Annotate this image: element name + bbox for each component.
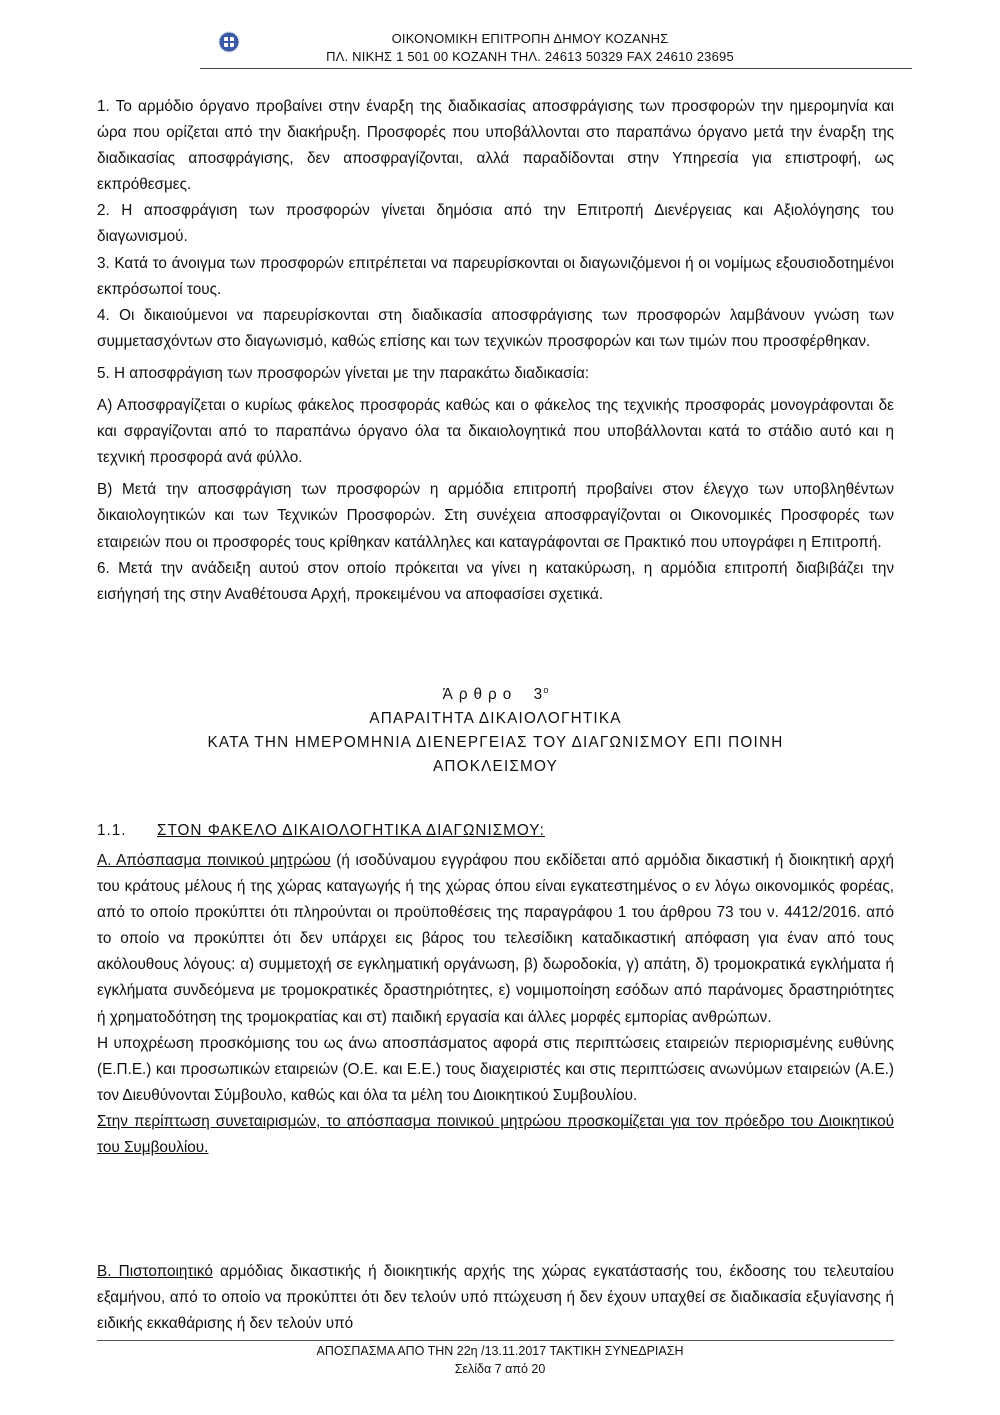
item-b-paragraph xyxy=(97,1259,894,1337)
paragraph-1: 1. Το αρμόδιο όργανο προβαίνει στην έναρξη της διαδικασίας αποσφράγισης των προσφορών την ημερομηνία και ώρα που ορίζεται από την διακήρυξη. Προσφορές που υποβάλλονται στο παραπάνω όργανο μετά την έναρξη της διαδικασίας αποσφράγισης, δεν αποσφραγίζονται, αλλά παραδίδονται στην Υπηρεσία για επιστροφή, ως εκπρόθεσμες. xyxy=(97,98,894,194)
footer-divider xyxy=(97,1340,894,1341)
header-title: ΟΙΚΟΝΟΜΙΚΗ ΕΠΙΤΡΟΠΗ ΔΗΜΟΥ ΚΟΖΑΝΗΣ xyxy=(391,31,669,46)
footer-excerpt: ΑΠΟΣΠΑΣΜΑ ΑΠΟ ΤΗΝ 22η /13.11.2017 ΤΑΚΤΙΚΗ ΣΥΝΕΔΡΙΑΣΗ xyxy=(316,1344,684,1358)
paragraph-5b: Β) Μετά την αποσφράγιση των προσφορών η αρμόδια επιτροπή προβαίνει στον έλεγχο των υποβληθέντων δικαιολογητικών και των Τεχνικών Προσφορών. Στη συνέχεια αποσφραγίζονται οι Οικονομικές Προσφορές των εταιρειών που οι προσφορές τους κρίθηκαν κατάλληλες και καταγράφονται σε Πρακτικό που υπογράφει η Επιτροπή. xyxy=(97,481,894,551)
paragraph-4: 4. Οι δικαιούμενοι να παρευρίσκονται στη διαδικασία αποσφράγισης των προσφορών λαμβάνουν γνώση των συμμετασχόντων στο διαγωνισμό, καθώς επίσης και των τεχνικών προσφορών και των τιμών που προσφέρθηκαν. xyxy=(97,306,894,350)
section-title: ΣΤΟΝ ΦΑΚΕΛΟ ΔΙΚΑΙΟΛΟΓΗΤΙΚΑ ΔΙΑΓΩΝΙΣΜΟΥ: xyxy=(157,822,545,839)
article-title-line-3: ΑΠΟΚΛΕΙΣΜΟΥ xyxy=(432,758,559,776)
item-a-heading: Α. Απόσπασμα ποινικού μητρώου xyxy=(97,852,331,869)
item-a-cooperatives: Στην περίπτωση συνεταιρισμών, το απόσπασμα ποινικού μητρώου προσκομίζεται για τον πρόεδρο του Διοικητικού του Συμβουλίου. xyxy=(97,1112,894,1157)
item-a-paragraph xyxy=(97,848,894,1031)
section-heading xyxy=(97,818,894,844)
section-number: 1.1. xyxy=(97,822,127,839)
item-a-text: (ή ισοδύναμου εγγράφου που εκδίδεται από αρμόδια δικαστική ή διοικητική αρχή του κράτους μέλους ή της χώρας καταγωγής ή της χώρας όπου είναι εγκατεστημένος ο εν λόγω οικονομικός φορέας, από το οποίο προκύπτει ότι πληρούνται οι προϋποθέσεις της παραγράφου 1 του άρθρου 73 του ν. 4412/2016. από το οποίο να προκύπτει ότι δεν υπάρχει εις βάρος του τελεσίδικη καταδικαστική απόφαση για έναν από τους ακόλουθους λόγους: α) συμμετοχή σε εγκληματική οργάνωση, β) δωροδοκία, γ) απάτη, δ) τρομοκρατικά εγκλήματα ή εγκλήματα συνδεόμενα με τρομοκρατικές δραστηριότητες, ε) νομιμοποίηση εσόδων από παράνομες δραστηριότητες ή χρηματοδότηση της τρομοκρατίας και στ) παιδική εργασία και άλλες μορφές εμπορίας ανθρώπων. xyxy=(97,852,894,1026)
paragraph-2: 2. Η αποσφράγιση των προσφορών γίνεται δημόσια από την Επιτροπή Διενέργειας και Αξιολόγησης του διαγωνισμού. xyxy=(97,202,894,246)
footer-page-number: Σελίδα 7 από 20 xyxy=(454,1362,546,1376)
item-b-block xyxy=(97,1259,894,1337)
article-title-line-1: ΑΠΑΡΑΙΤΗΤΑ ΔΙΚΑΙΟΛΟΓΗΤΙΚΑ xyxy=(369,710,622,728)
greek-coat-of-arms-icon xyxy=(218,31,240,53)
article-heading xyxy=(97,678,894,779)
page-header xyxy=(0,0,1000,70)
article-label: Άρθρο xyxy=(442,686,518,704)
article-num: 3 xyxy=(533,686,544,704)
header-divider xyxy=(200,68,912,69)
paragraph-5: 5. Η αποσφράγιση των προσφορών γίνεται με την παρακάτω διαδικασία: xyxy=(97,364,590,382)
item-b-heading: Β. Πιστοποιητικό xyxy=(97,1263,213,1280)
item-b-text: αρμόδιας δικαστικής ή διοικητικής αρχής της χώρας εγκατάστασής του, έκδοσης του τελευταίου εξαμήνου, από το οποίο να προκύπτει ότι δεν τελούν υπό πτώχευση ή δεν έχουν υπαχθεί σε διαδικασία εξυγίανσης ή ειδικής εκκαθάρισης ή δεν τελούν υπό xyxy=(97,1263,894,1333)
paragraph-6: 6. Μετά την ανάδειξη αυτού στον οποίο πρόκειται να γίνει η κατακύρωση, η αρμόδια επιτροπή διαβιβάζει την εισήγησή της στην Αναθέτουσα Αρχή, προκειμένου να αποφασίσει σχετικά. xyxy=(97,559,894,603)
article-title-line-2: ΚΑΤΑ ΤΗΝ ΗΜΕΡΟΜΗΝΙΑ ΔΙΕΝΕΡΓΕΙΑΣ ΤΟΥ ΔΙΑΓΩΝΙΣΜΟΥ ΕΠΙ ΠΟΙΝΗ xyxy=(207,734,784,752)
article-number xyxy=(97,678,894,707)
procedure-paragraphs xyxy=(97,94,894,608)
article-ordinal: ο xyxy=(543,685,549,695)
item-a-block xyxy=(97,848,894,1161)
item-a-obligation: Η υποχρέωση προσκόμισης του ως άνω αποσπάσματος αφορά στις περιπτώσεις εταιρειών περιορισμένης ευθύνης (Ε.Π.Ε.) και προσωπικών εταιρειών (Ο.Ε. και Ε.Ε.) τους διαχειριστές και στις περιπτώσεις ανωνύμων εταιρειών (Α.Ε.) τον Διευθύνονται Σύμβουλο, καθώς και όλα τα μέλη του Διοικητικού Συμβουλίου. xyxy=(97,1034,894,1104)
paragraph-5a: Α) Αποσφραγίζεται ο κυρίως φάκελος προσφοράς καθώς και ο φάκελος της τεχνικής προσφοράς μονογράφονται δε και σφραγίζονται από το παραπάνω όργανο όλα τα δικαιολογητικά που υποβάλλονται κατά το στάδιο αυτό και η τεχνική προσφορά ανά φύλλο. xyxy=(97,397,894,467)
paragraph-3: 3. Κατά το άνοιγμα των προσφορών επιτρέπεται να παρευρίσκονται οι διαγωνιζόμενοι ή οι νομίμως εξουσιοδοτημένοι εκπρόσωποί τους. xyxy=(97,254,894,298)
header-address: ΠΛ. ΝΙΚΗΣ 1 501 00 ΚΟΖΑΝΗ ΤΗΛ. 24613 50329 FAX 24610 23695 xyxy=(326,49,734,64)
